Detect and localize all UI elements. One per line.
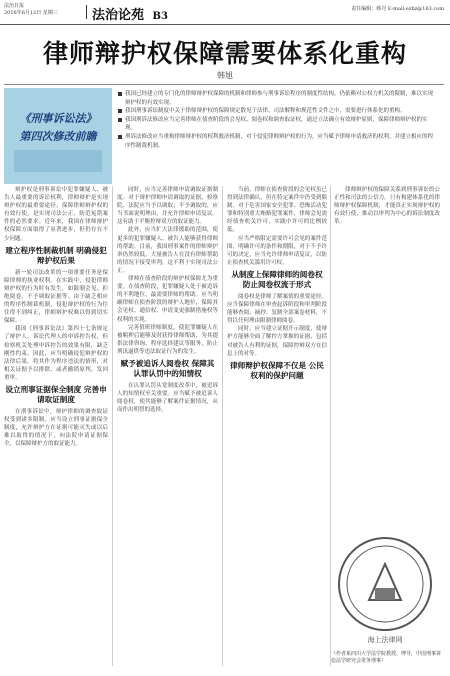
section-heading: 建立程序性制裁机制 明确侵犯辩护权后果 [5, 245, 107, 265]
masthead [0, 0, 450, 25]
byline: 韩旭 [217, 71, 233, 80]
column-3 [227, 186, 327, 672]
author-note: （作者系四川大学法学院教授、博导，中国刑事诉讼法学研究会常务理事） [331, 651, 442, 664]
paragraph: 我国《刑事诉讼法》第四十七条规定了辩护人、诉讼代理人的申诉控告权，但检察机关处理申诉控告的效果有限，缺乏刚性约束。因此，应当明确侵犯辩护权的法律后果，将其作为程序违法的情形，对相关证据予以排除，或者撤销原判、发回重审。 [4, 326, 108, 381]
editor-info: 责任编辑：韩丹 E-mail:ezhz@163.com [351, 6, 444, 12]
series-banner-line1: 《刑事诉讼法》 [19, 112, 97, 125]
column-4 [334, 186, 440, 526]
paragraph: 应当严格限定需要许可会见的案件范围，明确许可的条件和期限，对于不予许可的决定，应当允许律师申请复议，以防止侦查机关滥用许可权。 [227, 235, 327, 266]
abstract-bullet: 刑诉法修改应当重构律师辩护权的权利救济机制，对于侵犯律师辩护权的行为，应当赋予律师申请救济的权利，并建立相应的程序性制裁机制。 [118, 133, 436, 150]
section-title: 法治论苑 B3 [92, 8, 168, 23]
seal-icon [331, 530, 439, 648]
paragraph: 同时，应当建立证据开示制度，使辩护方能够全面了解控方掌握的证据，包括对被告人有利的证据，保障控辩双方在信息上的对等。 [227, 326, 327, 357]
section-heading: 从制度上保障律师的阅卷权 防止阅卷权流于形式 [231, 269, 323, 289]
paragraph: 阅卷权是律师了解案情的重要途径。应当保障律师在审查起诉阶段和审判阶段能够查阅、摘抄、复制全部案卷材料，不得以任何理由限制律师阅卷。 [227, 293, 327, 325]
paragraph: 律师在侦查阶段的辩护权保障尤为重要。在侦查阶段，犯罪嫌疑人处于被追诉的不利地位，最需要律师的帮助。应当明确律师在侦查阶段的辩护人地位，保障其会见权、通信权、申请变更强制措施权等权利的实现。 [117, 276, 218, 323]
headline: 律师辩护权保障需要体系化重构 [42, 39, 407, 68]
column-1 [4, 186, 108, 672]
paragraph: 在认罪认罚从宽制度改革中，被追诉人的知情权至关重要。应当赋予被追诉人阅卷权，使其能够了解案件证据情况，从而作出明智的选择。 [117, 382, 218, 414]
banner-decoration [14, 150, 102, 172]
paragraph: 完善值班律师制度，使犯罪嫌疑人在被羁押后能够及时获得律师帮助，为其提供法律咨询、程序选择建议等服务，防止刑讯逼供等违法取证行为的发生。 [117, 324, 218, 355]
column-2 [117, 186, 218, 672]
paragraph: 新一轮司法改革的一项重要任务是保障律师的执业权利。在实践中，侵犯律师辩护权的行为时有发生，如限制会见、拒绝阅卷、不予调取证据等。由于缺乏相应的程序性制裁机制，侵犯辩护权的行为往往得不到纠正，律师辩护权难以得到切实保障。 [4, 269, 108, 325]
headline-rule [4, 84, 444, 85]
seal-caption: 海上法律网 [367, 636, 403, 644]
series-banner-line2: 第四次修改前瞻 [19, 130, 97, 143]
abstract-box [118, 90, 436, 150]
series-banner [4, 88, 112, 184]
paragraph: 此外，应当扩大法律援助的范围，使更多的犯罪嫌疑人、被告人能够获得律师的帮助。目前，我国刑事案件的律师辩护率仍然较低，大量被告人在没有律师帮助的情况下接受审判，这不利于实现司法公正。 [117, 227, 218, 274]
paragraph: 辩护权是刑事诉讼中犯罪嫌疑人、被告人最重要的诉讼权利，律师辩护是实现辩护权的最重要途径。保障律师辩护权的有效行使，是实现司法公正、防范冤错案件的必然要求。近年来，我国在律师辩护权保障方面取得了显著进步，但仍存在不少问题。 [4, 187, 108, 242]
column-divider [222, 186, 223, 666]
paragraph: 在刑事诉讼中，辩护律师的调查取证权受到诸多限制。应当设立刑事证据保全制度，允许辩护方在证据可能灭失或以后难以取得的情况下，向法院申请证据保全，以保障辩护方的取证能力。 [4, 408, 108, 448]
section-heading: 律师辩护权保障不仅是 公民权利的保护问题 [230, 360, 324, 380]
abstract-bullet: 我国刑诉法修改应当完善律师在侦查阶段的会见权、阅卷权和调查取证权，通过立法确立有效辩护原则，保障律师辩护权的实现。 [118, 116, 436, 133]
paper-name: 法治日报 [4, 3, 25, 9]
abstract-bullet: 我国已经建立的专门化的律师辩护权保障的机制和律师参与刑事诉讼程序的制度性结构，仍依赖对公权力机关的限制，难以实现辩护权的有效实现。 [118, 90, 436, 107]
paragraph: 同时，应当完善律师申请调取证据制度。对于辩护律师申请调取的证据，检察院、法院应当予以调取；不予调取的，应当书面说明理由，并允许律师申请复议。这有助于平衡控辩双方的取证能力。 [117, 187, 218, 226]
masthead-divider [86, 5, 87, 19]
abstract-bullet: 我国刑事诉讼制度中关于律师辩护权的保障规定散见于法律、司法解释和规范性文件之中，需要进行体系化的重构。 [118, 107, 436, 116]
page-number: B3 [152, 11, 168, 22]
section-heading: 设立刑事证据保全制度 完善申请取证制度 [5, 384, 107, 404]
paragraph: 当前，律师在侦查阶段的会见权虽已得到法律确认，但在特定案件中仍受到限制。对于危害国家安全犯罪、恐怖活动犯罪和特别重大贿赂犯罪案件，律师会见需经侦查机关许可，实践中许可的比例较低。 [227, 187, 327, 234]
column-divider [112, 186, 113, 666]
seal-logo [331, 530, 439, 648]
paragraph: 律师辩护权的保障关系到刑事诉讼的公正性和司法的公信力。只有构建体系化的律师辩护权保障机制，才能真正实现辩护权的有效行使，推动以审判为中心的诉讼制度改革。 [334, 187, 440, 226]
section-heading: 赋予被追诉人阅卷权 保障其认罪认罚中的知情权 [120, 358, 215, 378]
issue-date: 2016年6月12日 星期三 [4, 10, 58, 16]
